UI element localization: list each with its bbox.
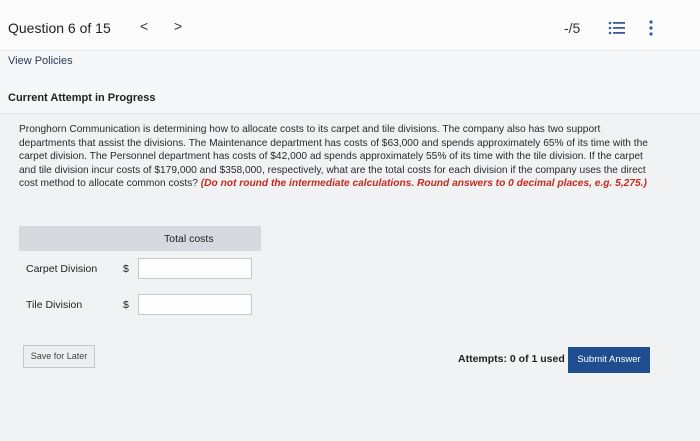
tile-division-input[interactable]	[138, 294, 252, 315]
attempt-status: Current Attempt in Progress	[8, 92, 156, 104]
chevron-right-icon[interactable]: >	[174, 18, 183, 34]
currency-symbol: $	[123, 263, 129, 275]
top-bar	[0, 0, 700, 51]
chevron-left-icon[interactable]: <	[140, 18, 149, 34]
view-policies-link[interactable]: View Policies	[8, 55, 73, 67]
attempts-counter: Attempts: 0 of 1 used	[458, 353, 565, 365]
submit-answer-button[interactable]: Submit Answer	[568, 347, 650, 373]
carpet-division-label: Carpet Division	[26, 263, 98, 275]
currency-symbol: $	[123, 299, 129, 311]
question-text: Pronghorn Communication is determining how to allocate costs to its carpet and tile divisions. The company also has two support departments that assist the divisions. The Maintenance department has costs of $63,000 and spends approximately 65% of its time with the carpet division. The Personnel department has costs of $42,000 ad spends approximately 55% of its time with the tile division. If the carpet and tile division incur costs of $179,000 and $358,000, respectively, what are the total costs for each division if the company uses the direct cost method to allocate common costs?	[19, 124, 648, 190]
question-counter: Question 6 of 15	[8, 20, 111, 36]
save-for-later-button[interactable]: Save for Later	[23, 345, 95, 368]
column-header	[19, 226, 261, 251]
more-vertical-icon[interactable]	[646, 19, 656, 37]
question-instruction: (Do not round the intermediate calculations. Round answers to 0 decimal places, e.g. 5,275.)	[200, 178, 647, 190]
list-icon[interactable]	[608, 20, 626, 36]
total-costs-header: Total costs	[164, 233, 214, 245]
score-display: -/5	[564, 20, 581, 36]
carpet-division-input[interactable]	[138, 258, 252, 279]
question-body	[19, 123, 659, 191]
tile-division-label: Tile Division	[26, 299, 83, 311]
